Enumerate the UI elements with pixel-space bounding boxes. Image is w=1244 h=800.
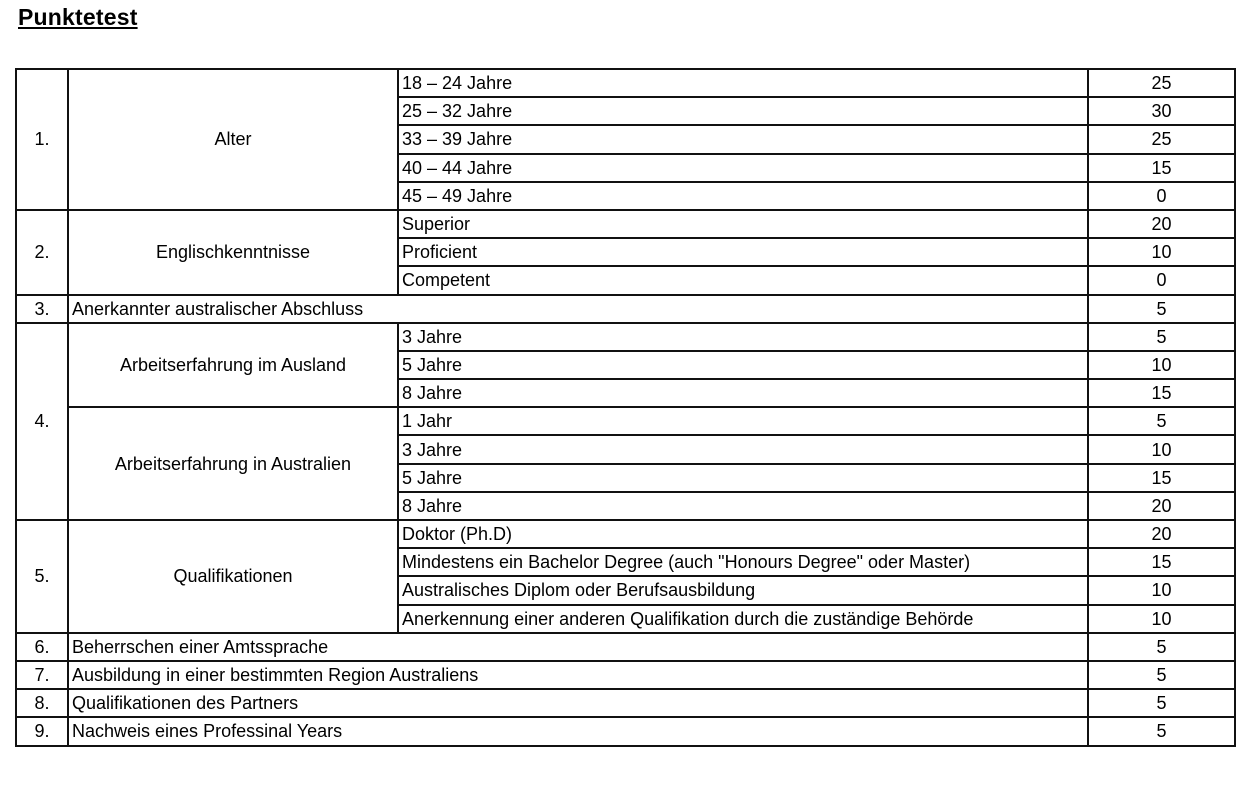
option-label: 40 – 44 Jahre bbox=[398, 154, 1088, 182]
section-number: 4. bbox=[16, 323, 68, 520]
option-label: 5 Jahre bbox=[398, 351, 1088, 379]
points-value: 25 bbox=[1088, 69, 1235, 97]
points-value: 10 bbox=[1088, 435, 1235, 463]
section-number: 5. bbox=[16, 520, 68, 633]
points-value: 5 bbox=[1088, 717, 1235, 745]
category-label: Nachweis eines Professinal Years bbox=[68, 717, 1088, 745]
option-label: Superior bbox=[398, 210, 1088, 238]
option-label: Anerkennung einer anderen Qualifikation durch die zuständige Behörde bbox=[398, 605, 1088, 633]
points-value: 15 bbox=[1088, 154, 1235, 182]
table-row bbox=[16, 407, 1235, 435]
table-row bbox=[16, 520, 1235, 548]
points-value: 20 bbox=[1088, 210, 1235, 238]
table-row bbox=[16, 210, 1235, 238]
points-value: 10 bbox=[1088, 576, 1235, 604]
option-label: 3 Jahre bbox=[398, 323, 1088, 351]
points-value: 5 bbox=[1088, 661, 1235, 689]
section-number: 8. bbox=[16, 689, 68, 717]
section-number: 1. bbox=[16, 69, 68, 210]
category-label: Ausbildung in einer bestimmten Region Australiens bbox=[68, 661, 1088, 689]
points-value: 20 bbox=[1088, 520, 1235, 548]
option-label: 45 – 49 Jahre bbox=[398, 182, 1088, 210]
table-row bbox=[16, 323, 1235, 351]
option-label: 3 Jahre bbox=[398, 435, 1088, 463]
table-row bbox=[16, 717, 1235, 745]
points-value: 10 bbox=[1088, 351, 1235, 379]
points-value: 0 bbox=[1088, 266, 1235, 294]
section-number: 3. bbox=[16, 295, 68, 323]
section-number: 2. bbox=[16, 210, 68, 295]
option-label: 5 Jahre bbox=[398, 464, 1088, 492]
points-value: 0 bbox=[1088, 182, 1235, 210]
points-value: 20 bbox=[1088, 492, 1235, 520]
option-label: Proficient bbox=[398, 238, 1088, 266]
option-label: 8 Jahre bbox=[398, 492, 1088, 520]
category-label: Arbeitserfahrung in Australien bbox=[68, 407, 398, 520]
table-row bbox=[16, 661, 1235, 689]
category-label: Beherrschen einer Amtssprache bbox=[68, 633, 1088, 661]
page-title: Punktetest bbox=[18, 4, 138, 30]
points-value: 5 bbox=[1088, 407, 1235, 435]
table-row bbox=[16, 295, 1235, 323]
table-row bbox=[16, 633, 1235, 661]
option-label: 25 – 32 Jahre bbox=[398, 97, 1088, 125]
category-label: Qualifikationen bbox=[68, 520, 398, 633]
points-value: 10 bbox=[1088, 605, 1235, 633]
points-value: 5 bbox=[1088, 323, 1235, 351]
points-value: 15 bbox=[1088, 379, 1235, 407]
points-value: 15 bbox=[1088, 464, 1235, 492]
option-label: 1 Jahr bbox=[398, 407, 1088, 435]
category-label: Anerkannter australischer Abschluss bbox=[68, 295, 1088, 323]
option-label: 33 – 39 Jahre bbox=[398, 125, 1088, 153]
category-label: Qualifikationen des Partners bbox=[68, 689, 1088, 717]
option-label: Doktor (Ph.D) bbox=[398, 520, 1088, 548]
category-label: Alter bbox=[68, 69, 398, 210]
points-value: 5 bbox=[1088, 295, 1235, 323]
category-label: Arbeitserfahrung im Ausland bbox=[68, 323, 398, 408]
points-value: 5 bbox=[1088, 633, 1235, 661]
points-value: 10 bbox=[1088, 238, 1235, 266]
points-value: 15 bbox=[1088, 548, 1235, 576]
points-value: 25 bbox=[1088, 125, 1235, 153]
option-label: 8 Jahre bbox=[398, 379, 1088, 407]
table-row bbox=[16, 689, 1235, 717]
option-label: Australisches Diplom oder Berufsausbildung bbox=[398, 576, 1088, 604]
points-value: 5 bbox=[1088, 689, 1235, 717]
section-number: 7. bbox=[16, 661, 68, 689]
points-table bbox=[15, 68, 1236, 747]
option-label: 18 – 24 Jahre bbox=[398, 69, 1088, 97]
section-number: 9. bbox=[16, 717, 68, 745]
option-label: Mindestens ein Bachelor Degree (auch "Honours Degree" oder Master) bbox=[398, 548, 1088, 576]
option-label: Competent bbox=[398, 266, 1088, 294]
points-value: 30 bbox=[1088, 97, 1235, 125]
section-number: 6. bbox=[16, 633, 68, 661]
category-label: Englischkenntnisse bbox=[68, 210, 398, 295]
table-row bbox=[16, 69, 1235, 97]
